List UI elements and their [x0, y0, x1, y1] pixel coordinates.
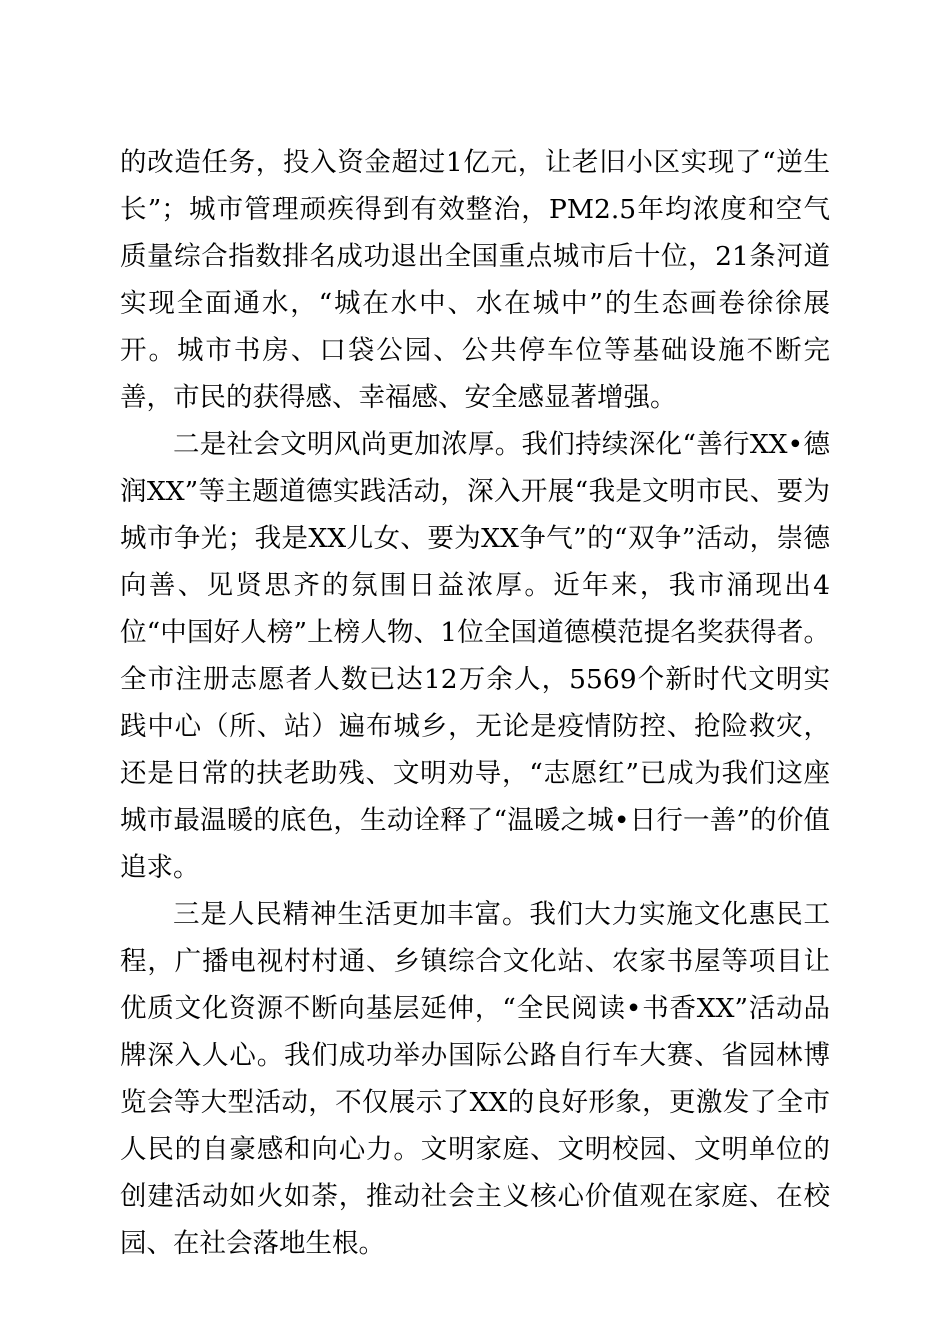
- paragraph-spiritual-life: 三是人民精神生活更加丰富。我们大力实施文化惠民工程，广播电视村村通、乡镇综合文化站、农家书屋等项目让优质文化资源不断向基层延伸，“全民阅读•书香XX”活动品牌深入人心。我们成功举办国际公路自行车大赛、省园林博览会等大型活动，不仅展示了XX的良好形象，更激发了全市人民的自豪感和向心力。文明家庭、文明校园、文明单位的创建活动如火如荼，推动社会主义核心价值观在家庭、在校园、在社会落地生根。: [120, 899, 830, 1259]
- paragraph-continuation: 的改造任务，投入资金超过1亿元，让老旧小区实现了“逆生长”；城市管理顽疾得到有效整治，PM2.5年均浓度和空气质量综合指数排名成功退出全国重点城市后十位，21条河道实现全面通水，“城在水中、水在城中”的生态画卷徐徐展开。城市书房、口袋公园、公共停车位等基础设施不断完善，市民的获得感、幸福感、安全感显著增强。: [120, 147, 830, 413]
- paragraph-social-civility: 二是社会文明风尚更加浓厚。我们持续深化“善行XX•德润XX”等主题道德实践活动，深入开展“我是文明市民、要为城市争光；我是XX儿女、要为XX争气”的“双争”活动，崇德向善、见贤思齐的氛围日益浓厚。近年来，我市涌现出4位“中国好人榜”上榜人物、1位全国道德模范提名奖获得者。全市注册志愿者人数已达12万余人，5569个新时代文明实践中心（所、站）遍布城乡，无论是疫情防控、抢险救灾，还是日常的扶老助残、文明劝导，“志愿红”已成为我们这座城市最温暖的底色，生动诠释了“温暖之城•日行一善”的价值追求。: [120, 429, 830, 883]
- document-page: [120, 139, 830, 1267]
